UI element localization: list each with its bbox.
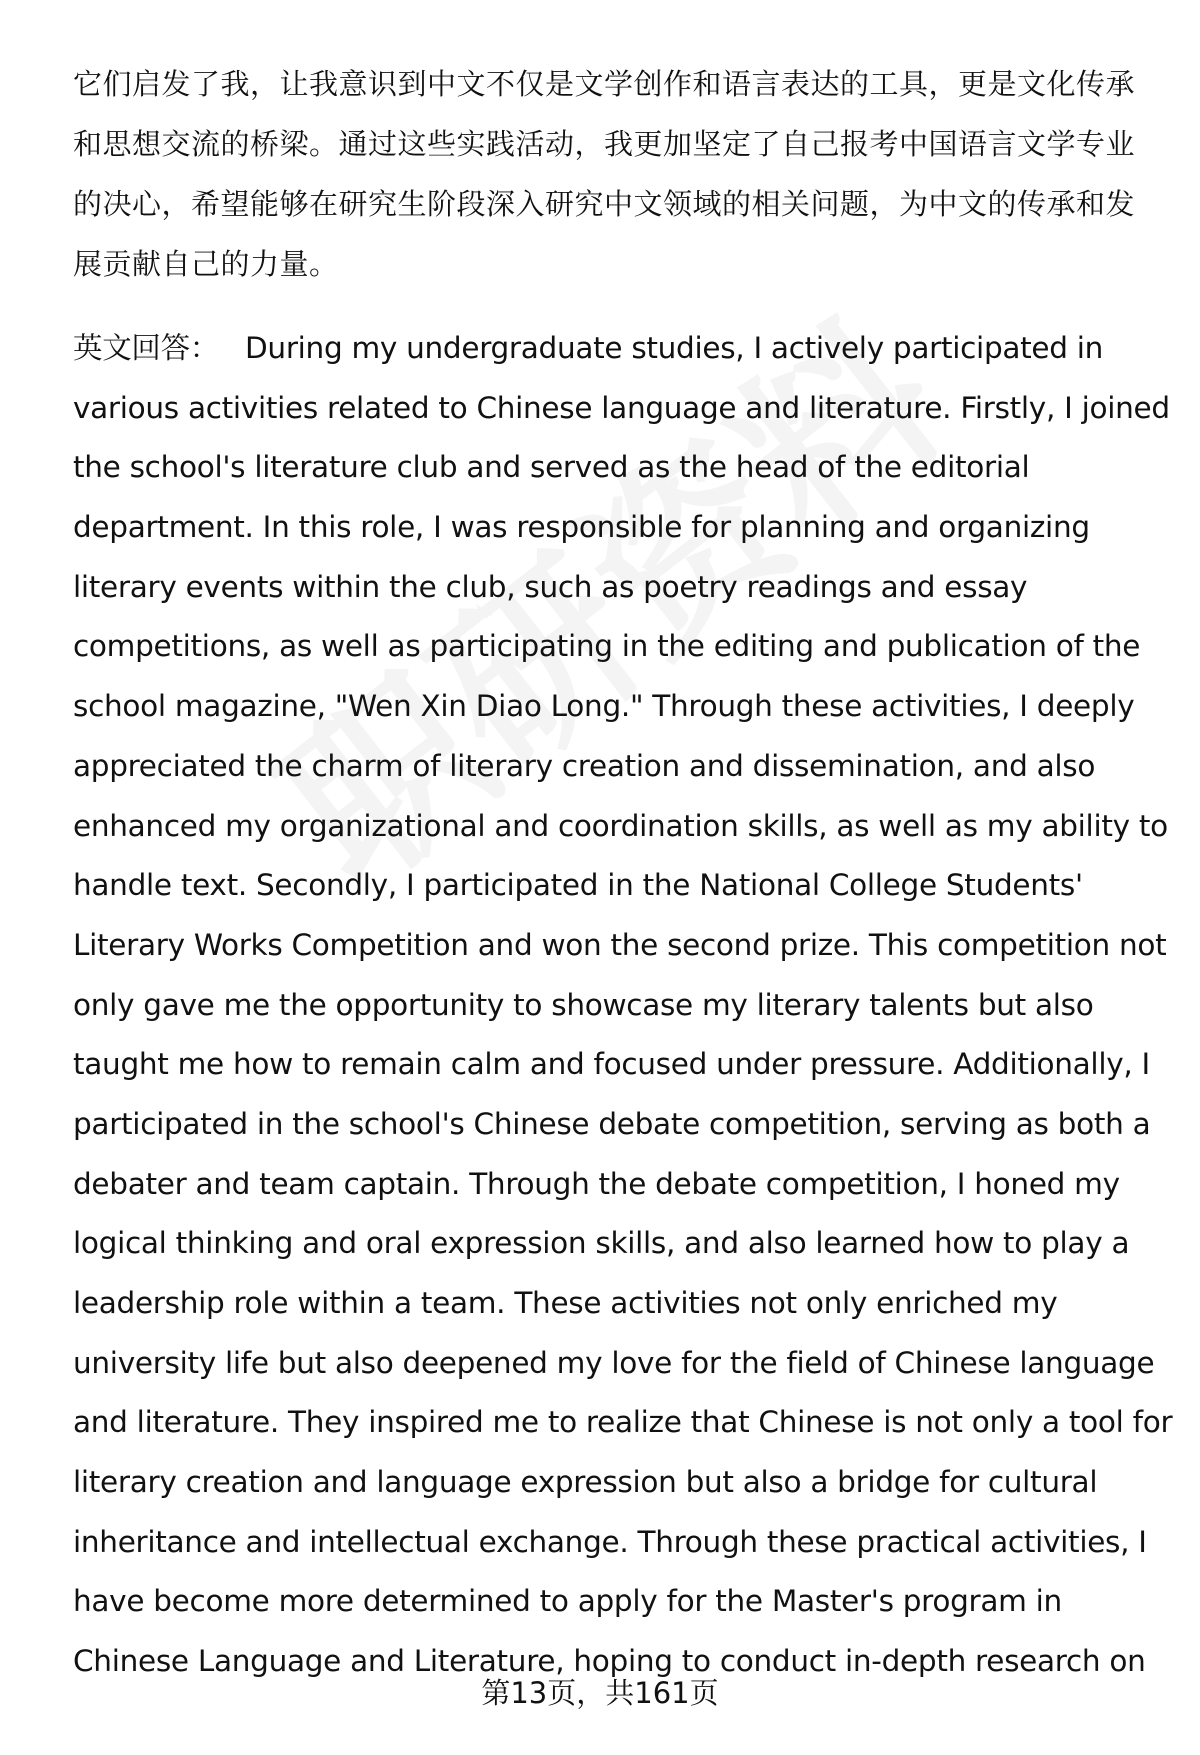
english-line: school magazine, "Wen Xin Diao Long." Through these activities, I deeply <box>73 689 1135 724</box>
english-line <box>73 319 1183 379</box>
chinese-line: 它们启发了我，让我意识到中文不仅是文学创作和语言表达的工具，更是文化传承 <box>73 67 1136 101</box>
chinese-line: 展贡献自己的力量。 <box>73 247 339 281</box>
english-line: only gave me the opportunity to showcase my literary talents but also <box>73 987 1094 1022</box>
english-line: the school's literature club and served as the head of the editorial <box>73 450 1030 485</box>
english-line: have become more determined to apply for the Master's program in <box>73 1584 1062 1619</box>
english-line: university life but also deepened my love for the field of Chinese language <box>73 1345 1155 1380</box>
english-line: Chinese Language and Literature, hoping to conduct in-depth research on <box>73 1644 1146 1679</box>
english-line-text: During my undergraduate studies, I actively participated in <box>245 331 1104 365</box>
page-number-footer: 第13页，共161页 <box>481 1676 719 1710</box>
english-line: enhanced my organizational and coordination skills, as well as my ability to <box>73 808 1168 843</box>
english-answer-label: 英文回答： <box>73 331 220 365</box>
chinese-line: 和思想交流的桥梁。通过这些实践活动，我更加坚定了自己报考中国语言文学专业 <box>73 127 1136 161</box>
english-line: handle text. Secondly, I participated in the National College Students' <box>73 868 1083 903</box>
english-line: participated in the school's Chinese debate competition, serving as both a <box>73 1106 1151 1141</box>
english-line: and literature. They inspired me to realize that Chinese is not only a tool for <box>73 1405 1173 1440</box>
english-line: debater and team captain. Through the debate competition, I honed my <box>73 1166 1120 1201</box>
english-line: department. In this role, I was responsible for planning and organizing <box>73 510 1090 545</box>
english-line: various activities related to Chinese language and literature. Firstly, I joined <box>73 390 1170 425</box>
english-line: Literary Works Competition and won the second prize. This competition not <box>73 927 1167 962</box>
english-line: logical thinking and oral expression skills, and also learned how to play a <box>73 1226 1130 1261</box>
english-line: taught me how to remain calm and focused under pressure. Additionally, I <box>73 1047 1150 1082</box>
english-line: inheritance and intellectual exchange. Through these practical activities, I <box>73 1524 1147 1559</box>
chinese-line: 的决心，希望能够在研究生阶段深入研究中文领域的相关问题，为中文的传承和发 <box>73 187 1136 221</box>
english-line: literary creation and language expression but also a bridge for cultural <box>73 1465 1098 1500</box>
chinese-paragraph <box>73 54 1173 294</box>
english-line: competitions, as well as participating in the editing and publication of the <box>73 629 1141 664</box>
english-line: leadership role within a team. These activities not only enriched my <box>73 1286 1058 1320</box>
english-answer <box>73 319 1183 1692</box>
english-line: appreciated the charm of literary creation and dissemination, and also <box>73 748 1096 783</box>
english-line: literary events within the club, such as poetry readings and essay <box>73 569 1028 604</box>
